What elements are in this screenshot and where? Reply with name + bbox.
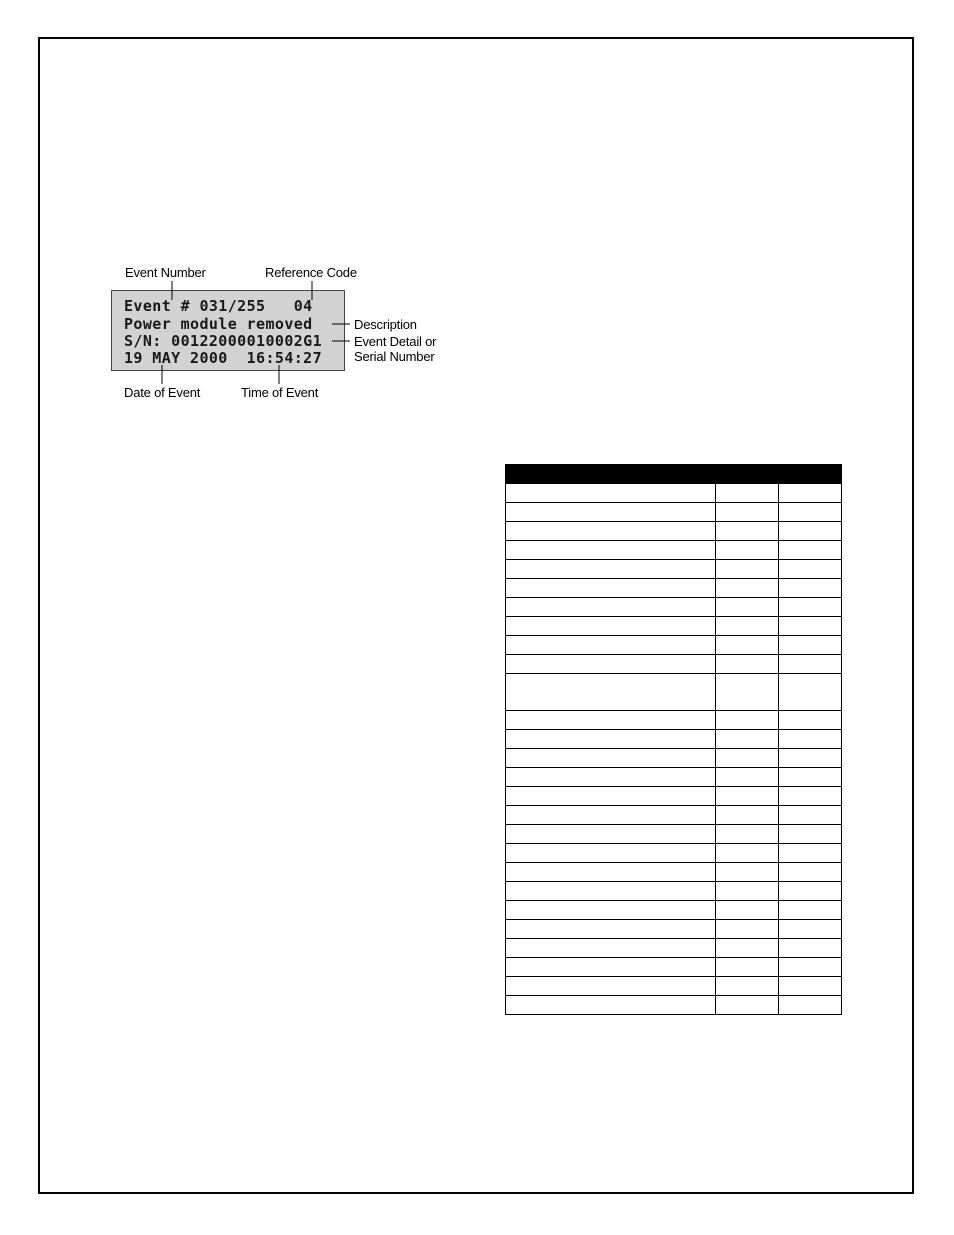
table-cell (779, 730, 842, 749)
table-cell (716, 863, 779, 882)
table-cell (779, 598, 842, 617)
table-row (506, 730, 842, 749)
table-cell (716, 674, 779, 711)
lcd-line-serial: S/N: 00122000010002G1 (124, 332, 323, 350)
table-cell (716, 560, 779, 579)
table-cell (506, 844, 716, 863)
table-cell (506, 503, 716, 522)
table-cell (506, 636, 716, 655)
table-row (506, 617, 842, 636)
table-row (506, 749, 842, 768)
table-cell (506, 749, 716, 768)
table-cell (506, 882, 716, 901)
lcd-line-datetime: 19 MAY 2000 16:54:27 (124, 349, 323, 367)
table-cell (506, 806, 716, 825)
table-cell (716, 901, 779, 920)
table-cell (506, 541, 716, 560)
table-row (506, 939, 842, 958)
table-row (506, 787, 842, 806)
table-cell (716, 806, 779, 825)
leader-lines (0, 0, 954, 420)
table-cell (779, 977, 842, 996)
table-cell (506, 579, 716, 598)
table-cell (716, 711, 779, 730)
table-cell (779, 901, 842, 920)
table-row (506, 958, 842, 977)
table-cell (716, 882, 779, 901)
table-cell (779, 787, 842, 806)
table-cell (716, 503, 779, 522)
table-row (506, 579, 842, 598)
table-cell (506, 977, 716, 996)
serial-number-label: Serial Number (354, 349, 435, 364)
table-cell (779, 806, 842, 825)
table-cell (779, 503, 842, 522)
lcd-line-description: Power module removed (124, 315, 313, 333)
table-header-cell (779, 465, 842, 484)
table-cell (779, 939, 842, 958)
table-row (506, 806, 842, 825)
table-cell (779, 522, 842, 541)
table-header-row (506, 465, 842, 484)
table-row (506, 920, 842, 939)
table-cell (716, 655, 779, 674)
table-cell (506, 522, 716, 541)
table-cell (716, 598, 779, 617)
table-row (506, 901, 842, 920)
table-cell (779, 541, 842, 560)
table-cell (716, 484, 779, 503)
table-cell (779, 484, 842, 503)
table-cell (779, 768, 842, 787)
table-row (506, 636, 842, 655)
event-number-label: Event Number (125, 265, 206, 280)
table-cell (506, 825, 716, 844)
table-cell (779, 655, 842, 674)
table-cell (506, 674, 716, 711)
table-cell (506, 730, 716, 749)
table-cell (506, 655, 716, 674)
table-cell (716, 844, 779, 863)
description-label: Description (354, 317, 417, 332)
table-cell (716, 939, 779, 958)
table-cell (779, 844, 842, 863)
table-cell (506, 598, 716, 617)
table-row (506, 768, 842, 787)
table-cell (779, 882, 842, 901)
table-cell (716, 579, 779, 598)
table-row (506, 503, 842, 522)
table-cell (716, 825, 779, 844)
table-row (506, 541, 842, 560)
table-cell (716, 977, 779, 996)
table-row (506, 674, 842, 711)
table-row (506, 996, 842, 1015)
table-cell (716, 636, 779, 655)
table-row (506, 598, 842, 617)
table-cell (779, 825, 842, 844)
table-cell (506, 560, 716, 579)
table-row (506, 844, 842, 863)
table-cell (506, 617, 716, 636)
table-cell (716, 996, 779, 1015)
table-cell (779, 560, 842, 579)
table-cell (716, 920, 779, 939)
table-cell (506, 901, 716, 920)
table-cell (716, 730, 779, 749)
reference-code-label: Reference Code (265, 265, 357, 280)
lcd-line-event: Event # 031/255 04 (124, 297, 313, 315)
table-cell (779, 711, 842, 730)
event-detail-label: Event Detail or (354, 334, 437, 349)
table-cell (506, 863, 716, 882)
table-row (506, 711, 842, 730)
table-cell (779, 579, 842, 598)
table-cell (779, 996, 842, 1015)
table-cell (716, 522, 779, 541)
table-row (506, 655, 842, 674)
table-cell (779, 636, 842, 655)
table-row (506, 560, 842, 579)
table-cell (779, 920, 842, 939)
table-cell (716, 958, 779, 977)
table-cell (716, 541, 779, 560)
table-header-cell (716, 465, 779, 484)
table-cell (506, 768, 716, 787)
table-cell (779, 749, 842, 768)
table-row (506, 882, 842, 901)
table-cell (716, 768, 779, 787)
table-cell (716, 617, 779, 636)
table-cell (506, 787, 716, 806)
table-row (506, 977, 842, 996)
time-of-event-label: Time of Event (241, 385, 319, 400)
table-cell (506, 484, 716, 503)
table-cell (506, 939, 716, 958)
event-code-table (505, 464, 842, 1015)
table-row (506, 522, 842, 541)
table-cell (506, 996, 716, 1015)
table-cell (716, 749, 779, 768)
table-cell (779, 958, 842, 977)
table-cell (506, 711, 716, 730)
table-cell (506, 958, 716, 977)
table-cell (779, 617, 842, 636)
table-cell (716, 787, 779, 806)
table-row (506, 825, 842, 844)
table-header-cell (506, 465, 716, 484)
table-row (506, 863, 842, 882)
table-cell (506, 920, 716, 939)
table-row (506, 484, 842, 503)
table-cell (779, 863, 842, 882)
table-cell (779, 674, 842, 711)
date-of-event-label: Date of Event (124, 385, 201, 400)
